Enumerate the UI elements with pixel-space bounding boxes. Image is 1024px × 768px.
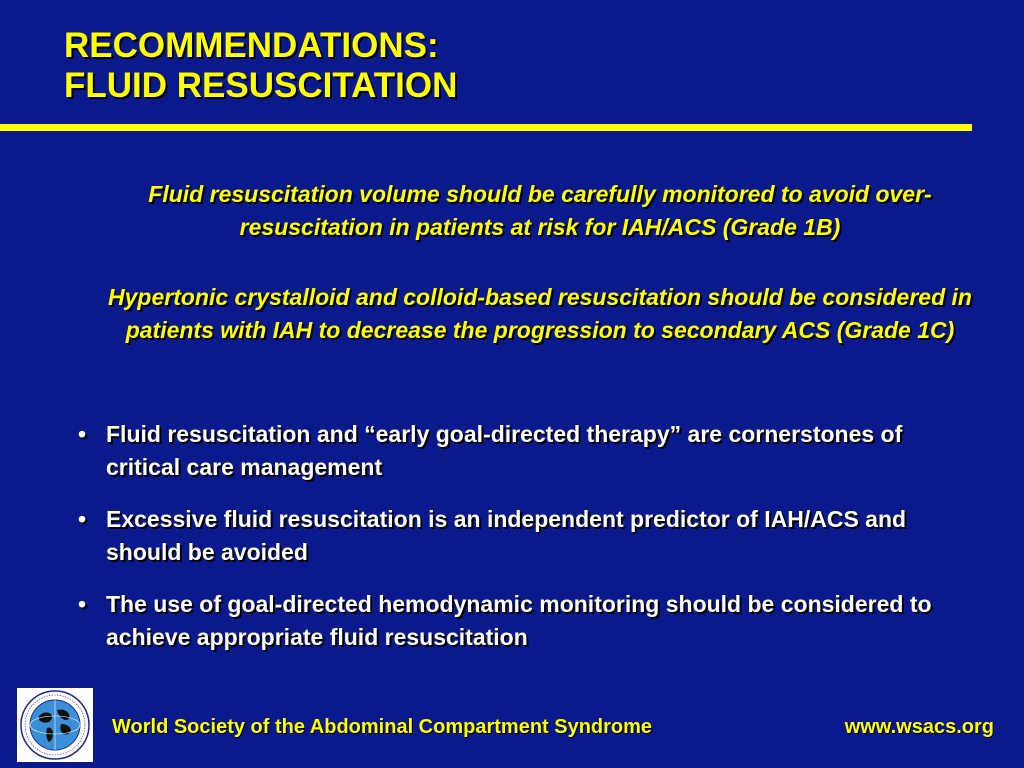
recommendation-1: Fluid resuscitation volume should be carefully monitored to avoid over-resuscitation in patients at risk for IAH/ACS (Grade 1B) <box>148 181 932 240</box>
footer-url[interactable]: www.wsacs.org <box>844 716 994 738</box>
slide-title <box>64 26 457 106</box>
bullet-item <box>78 588 958 654</box>
bullet-text: Fluid resuscitation and “early goal-directed therapy” are cornerstones of critical care management <box>106 421 903 480</box>
bullet-dot-icon: • <box>78 591 87 617</box>
bullet-text: Excessive fluid resuscitation is an independent predictor of IAH/ACS and should be avoided <box>106 506 907 565</box>
bullet-item <box>78 503 958 569</box>
recommendation-2: Hypertonic crystalloid and colloid-based resuscitation should be considered in patients with IAH to decrease the progression to secondary ACS (Grade 1C) <box>108 284 972 343</box>
footer-organization: World Society of the Abdominal Compartment Syndrome <box>112 716 653 738</box>
bullet-dot-icon: • <box>78 421 87 447</box>
title-divider <box>0 124 972 131</box>
bullet-item <box>78 418 958 484</box>
globe-seal-icon <box>17 688 93 762</box>
title-line-2: FLUID RESUSCITATION <box>64 66 458 105</box>
wsacs-logo <box>17 688 93 762</box>
title-line-1: RECOMMENDATIONS: <box>64 26 439 65</box>
bullet-text: The use of goal-directed hemodynamic monitoring should be considered to achieve appropriate fluid resuscitation <box>106 591 932 650</box>
bullet-list <box>78 418 958 673</box>
bullet-dot-icon: • <box>78 506 87 532</box>
